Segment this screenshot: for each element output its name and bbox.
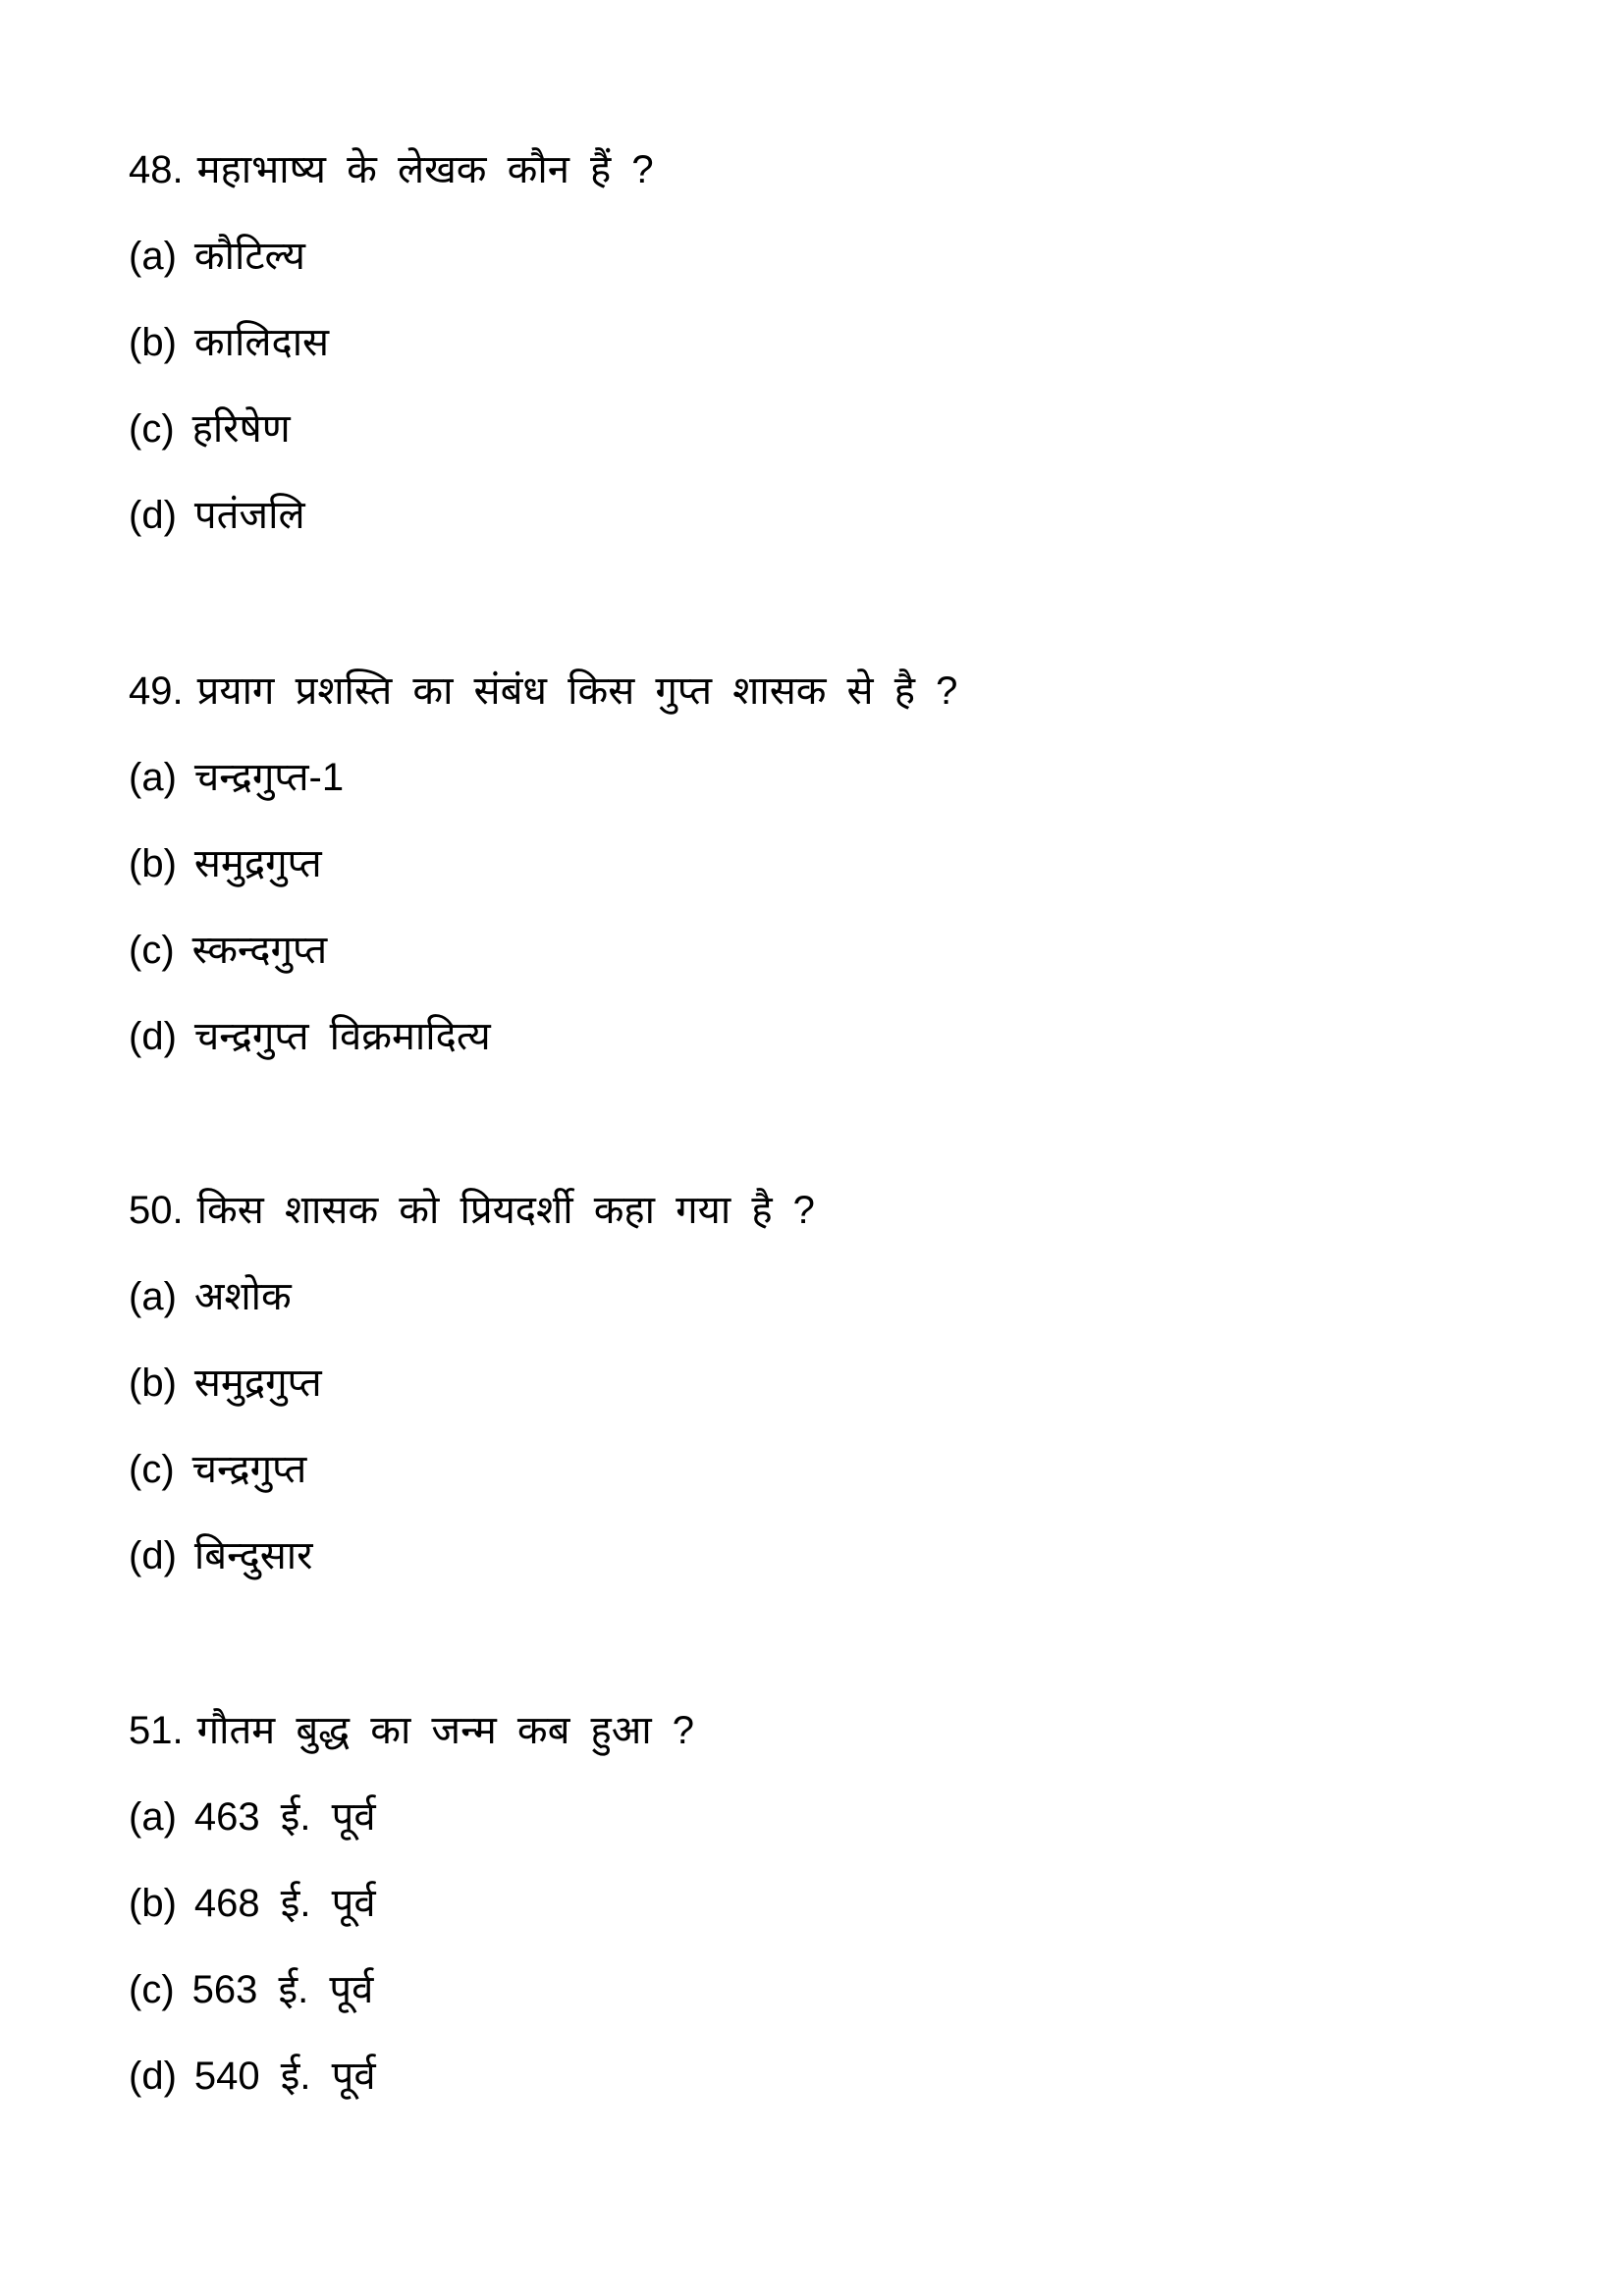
option-label: (d): [129, 1015, 177, 1058]
option-text: समुद्रगुप्त: [193, 1362, 322, 1405]
question-3: [129, 1701, 694, 1760]
option-c: [129, 400, 291, 458]
option-b: [129, 1354, 322, 1413]
option-text: पतंजलि: [193, 494, 305, 537]
option-label: (b): [129, 1882, 177, 1925]
option-label: (b): [129, 842, 177, 885]
option-text: कौटिल्य: [193, 235, 305, 278]
option-label: (c): [129, 929, 175, 972]
option-c: [129, 921, 327, 980]
option-label: (a): [129, 235, 177, 278]
question-text: किस शासक को प्रियदर्शी कहा गया है ?: [196, 1189, 815, 1232]
option-d: [129, 486, 305, 545]
option-text: 540 ई. पूर्व: [193, 2055, 376, 2098]
option-text: कालिदास: [193, 321, 330, 364]
option-label: (b): [129, 321, 177, 364]
option-a: [129, 227, 305, 286]
option-text: चन्द्रगुप्त विक्रमादित्य: [193, 1015, 491, 1058]
option-d: [129, 1007, 491, 1066]
question-text: प्रयाग प्रशस्ति का संबंध किस गुप्त शासक से है ?: [196, 669, 958, 713]
question-number: 50.: [129, 1189, 184, 1232]
option-label: (a): [129, 756, 177, 799]
question-text: गौतम बुद्ध का जन्म कब हुआ ?: [196, 1709, 695, 1752]
question-1: [129, 662, 957, 721]
question-number: 48.: [129, 148, 184, 191]
option-b: [129, 1874, 376, 1933]
option-label: (d): [129, 494, 177, 537]
option-label: (d): [129, 1534, 177, 1577]
option-text: 463 ई. पूर्व: [193, 1795, 376, 1839]
option-a: [129, 748, 344, 807]
option-label: (b): [129, 1362, 177, 1405]
question-text: महाभाष्य के लेखक कौन हैं ?: [196, 148, 654, 191]
option-label: (d): [129, 2055, 177, 2098]
option-a: [129, 1267, 292, 1326]
option-d: [129, 2047, 376, 2106]
option-c: [129, 1960, 373, 2019]
option-c: [129, 1440, 306, 1499]
option-text: 468 ई. पूर्व: [193, 1882, 376, 1925]
option-label: (c): [129, 1448, 175, 1491]
option-text: स्कन्दगुप्त: [191, 929, 328, 972]
option-b: [129, 313, 329, 372]
option-text: हरिषेण: [191, 407, 291, 451]
question-2: [129, 1181, 815, 1240]
option-label: (c): [129, 1968, 175, 2011]
option-text: अशोक: [193, 1275, 292, 1318]
question-0: [129, 140, 654, 199]
option-a: [129, 1788, 376, 1846]
option-label: (a): [129, 1275, 177, 1318]
question-number: 49.: [129, 669, 184, 713]
option-text: चन्द्रगुप्त: [191, 1448, 307, 1491]
option-d: [129, 1526, 312, 1585]
option-label: (c): [129, 407, 175, 451]
option-text: 563 ई. पूर्व: [191, 1968, 374, 2011]
option-b: [129, 834, 322, 893]
question-number: 51.: [129, 1709, 184, 1752]
option-text: बिन्दुसार: [193, 1534, 313, 1577]
option-text: चन्द्रगुप्त-1: [193, 756, 345, 799]
option-text: समुद्रगुप्त: [193, 842, 322, 885]
option-label: (a): [129, 1795, 177, 1839]
